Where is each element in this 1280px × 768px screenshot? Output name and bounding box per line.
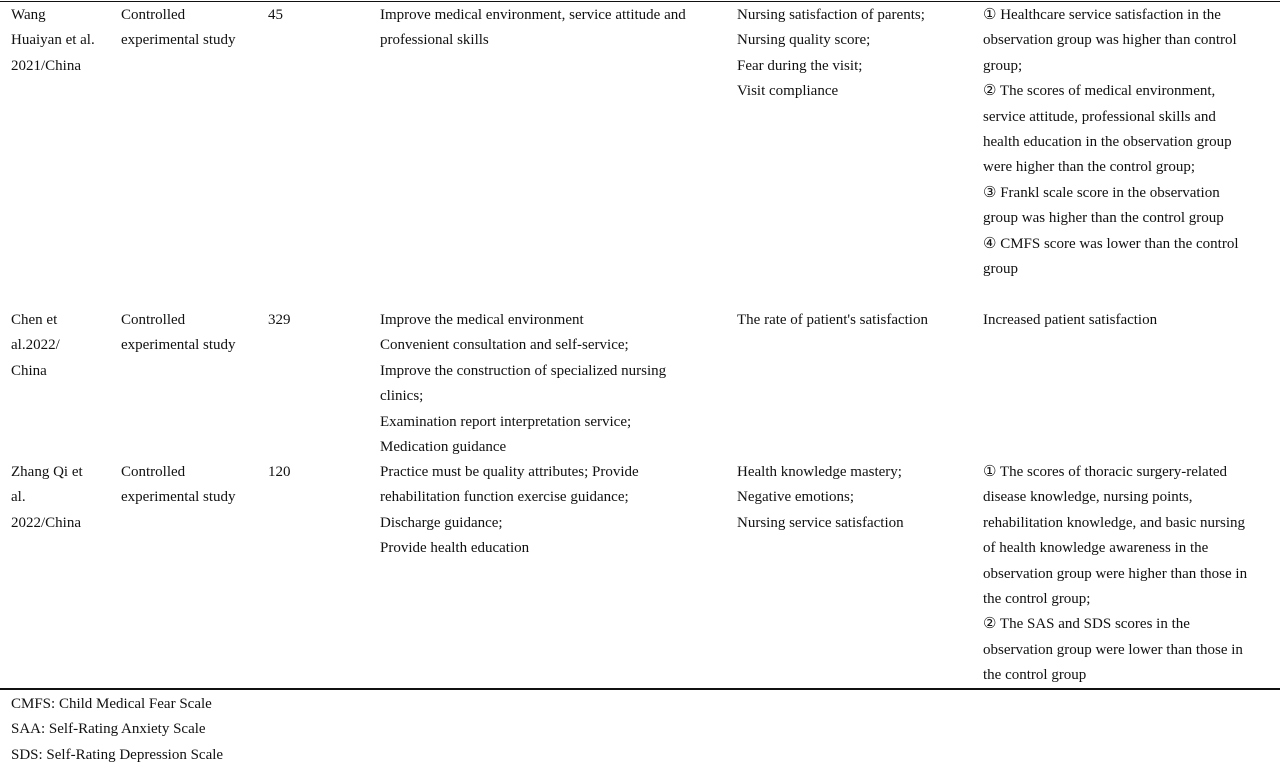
table-footnotes <box>11 692 223 768</box>
intervention-cell: Improve the medical environment Convenient consultation and self-service; Improve the construction of specialized nursing clinics; Examination report interpretation service; Medication guidance <box>380 312 667 456</box>
outcomes-cell: Nursing satisfaction of parents; Nursing quality score; Fear during the visit; Visit compliance <box>737 7 925 100</box>
table-bottom-rule <box>0 688 1280 690</box>
intervention-cell: Improve medical environment, service attitude and professional skills <box>380 7 686 49</box>
results-cell: ① The scores of thoracic surgery-related disease knowledge, nursing points, rehabilitation knowledge, and basic nursing of health knowledge awareness in the observation group were higher than those in the control group; ② The SAS and SDS scores in the observation group were lower than those in the control group <box>983 464 1248 684</box>
sample-cell: 120 <box>268 464 291 480</box>
design-cell: Controlled experimental study <box>121 312 236 354</box>
design-cell: Controlled experimental study <box>121 464 236 506</box>
footnote: SDS: Self-Rating Depression Scale <box>11 746 224 763</box>
results-cell: Increased patient satisfaction <box>983 312 1158 328</box>
sample-cell: 329 <box>268 312 291 328</box>
results-cell: ① Healthcare service satisfaction in the observation group was higher than control group; ② The scores of medical environment, service attitude, professional skills and health education in the observation group were higher than the control group; ③ Frankl scale score in the observation group was higher than the control group ④ CMFS score was lower than the control group <box>983 7 1239 278</box>
table-top-rule <box>0 1 1280 2</box>
author-cell: Wang Huaiyan et al. 2021/China <box>11 7 95 74</box>
author-cell: Zhang Qi et al. 2022/China <box>11 464 83 531</box>
footnote: SAA: Self-Rating Anxiety Scale <box>11 721 206 738</box>
outcomes-cell: Health knowledge mastery; Negative emotions; Nursing service satisfaction <box>737 464 904 531</box>
design-cell: Controlled experimental study <box>121 7 236 49</box>
footnote: CMFS: Child Medical Fear Scale <box>11 696 212 712</box>
intervention-cell: Practice must be quality attributes; Provide rehabilitation function exercise guidance; Discharge guidance; Provide health education <box>380 464 639 557</box>
sample-cell: 45 <box>268 7 283 23</box>
author-cell: Chen et al.2022/ China <box>11 312 60 379</box>
outcomes-cell: The rate of patient's satisfaction <box>737 312 928 328</box>
